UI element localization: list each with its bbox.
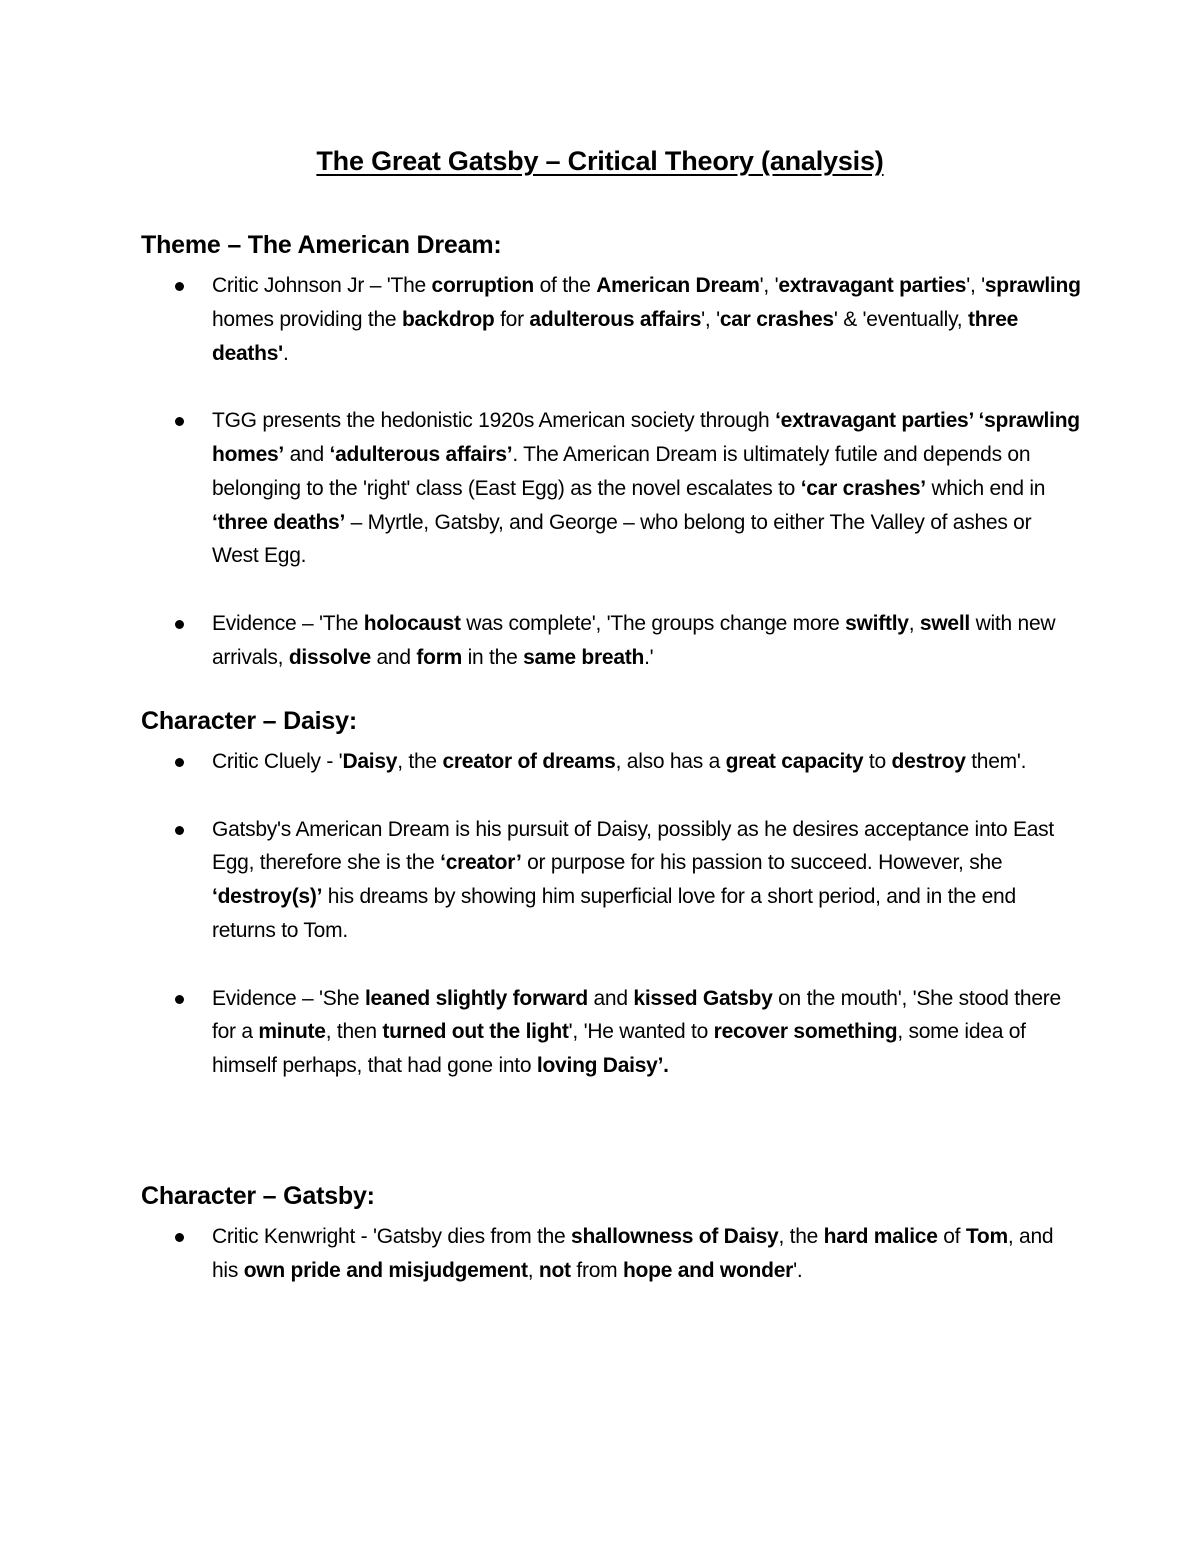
text-run: in the: [462, 645, 524, 669]
text-run: . The American Dream is ultimately futile and depends on belonging to the 'right' class (East Egg) as the novel escalates to: [212, 442, 1031, 500]
bullet-item: [141, 1220, 1081, 1288]
bold-text-run: destroy: [891, 750, 966, 773]
section-character-daisy: [141, 704, 1081, 1083]
bullet-list: [141, 745, 1081, 1083]
bold-text-run: holocaust: [363, 611, 461, 635]
bullet-item: [141, 269, 1081, 370]
bullet-list: [141, 269, 1081, 675]
bullet-dot-icon: [175, 417, 184, 426]
bold-text-run: great capacity: [725, 750, 864, 773]
bold-text-run: loving Daisy’.: [536, 1054, 669, 1078]
text-run: TGG presents the hedonistic 1920s American society through: [212, 409, 776, 433]
text-run: and: [284, 442, 330, 466]
bold-text-run: sprawling: [984, 274, 1081, 297]
text-run: his dreams by showing him superficial love for a short period, and in the end returns to Tom.: [212, 885, 1016, 942]
bullet-list: [141, 1220, 1081, 1288]
bold-text-run: turned out the light: [382, 1020, 569, 1044]
bold-text-run: three deaths': [212, 307, 1019, 365]
bullet-item: [141, 813, 1081, 948]
bold-text-run: car crashes: [719, 307, 834, 331]
bold-text-run: Daisy: [342, 750, 398, 773]
bullet-item: [141, 745, 1081, 779]
bold-text-run: same breath: [523, 645, 645, 669]
text-run: or purpose for his passion to succeed. However, she: [521, 851, 1003, 875]
bold-text-run: leaned slightly forward: [364, 986, 588, 1010]
bold-text-run: hope and wonder: [622, 1258, 794, 1282]
bold-text-run: ‘extravagant parties’ ‘sprawling homes’: [212, 409, 1080, 466]
bold-text-run: Tom: [965, 1225, 1008, 1248]
text-run: which end in: [925, 476, 1046, 500]
section-theme-american-dream: [141, 228, 1081, 675]
bullet-item: [141, 404, 1081, 573]
bold-text-run: ‘destroy(s)’: [212, 885, 323, 909]
text-run: from: [570, 1258, 623, 1282]
text-run: ,: [908, 611, 920, 635]
text-run: , the: [778, 1225, 824, 1248]
bullet-item: [141, 982, 1081, 1083]
text-run: Critic Kenwright - 'Gatsby dies from the: [212, 1225, 572, 1248]
text-run: of the: [534, 274, 597, 297]
bold-text-run: own pride and misjudgement: [243, 1258, 528, 1282]
text-run: ', ': [701, 307, 720, 331]
bold-text-run: American Dream: [596, 274, 760, 297]
text-run: '.: [793, 1258, 803, 1282]
text-run: Gatsby's American Dream is his pursuit of Daisy, possibly as he desires acceptance into East Egg, therefore she is the: [212, 817, 1054, 875]
text-run: .': [644, 645, 654, 669]
bold-text-run: backdrop: [401, 307, 495, 331]
text-run: ', ': [966, 274, 985, 297]
bold-text-run: hard malice: [823, 1225, 938, 1248]
text-run: homes providing the: [212, 307, 402, 331]
bullet-item: [141, 607, 1081, 675]
bold-text-run: recover something: [713, 1020, 898, 1044]
bold-text-run: swell: [919, 611, 971, 635]
text-run: ', 'He wanted to: [568, 1020, 714, 1044]
bullet-dot-icon: [175, 1233, 184, 1242]
text-run: and: [370, 645, 417, 669]
text-run: , then: [325, 1020, 383, 1044]
bold-text-run: form: [416, 645, 463, 669]
bullet-dot-icon: [175, 282, 184, 291]
text-run: on the mouth', 'She stood there for a: [212, 986, 1061, 1044]
text-run: – Myrtle, Gatsby, and George – who belong to either The Valley of ashes or West Egg.: [212, 510, 1032, 568]
text-run: , and his: [212, 1225, 1054, 1282]
section-heading: Theme – The American Dream:: [141, 231, 502, 259]
bold-text-run: ‘creator’: [440, 851, 522, 875]
bold-text-run: adulterous affairs: [529, 307, 702, 331]
section-heading: Character – Daisy:: [141, 707, 357, 735]
bold-text-run: ‘three deaths’: [212, 510, 346, 534]
text-run: Critic Johnson Jr – 'The: [212, 274, 432, 297]
text-run: Evidence – 'She: [212, 986, 365, 1010]
text-run: ' & 'eventually,: [833, 307, 968, 331]
bold-text-run: ‘adulterous affairs’: [329, 442, 513, 466]
text-run: and: [587, 986, 634, 1010]
bold-text-run: shallowness of Daisy: [571, 1225, 779, 1248]
bullet-dot-icon: [175, 758, 184, 767]
bullet-dot-icon: [175, 826, 184, 835]
bold-text-run: not: [538, 1258, 571, 1282]
text-run: , the: [397, 750, 443, 773]
text-run: with new arrivals,: [212, 611, 1056, 669]
text-run: .: [282, 341, 289, 365]
text-run: , also has a: [615, 750, 726, 773]
text-run: Critic Cluely - ': [212, 750, 343, 773]
text-run: , some idea of himself perhaps, that had gone into: [212, 1020, 1026, 1078]
text-run: them'.: [965, 750, 1027, 773]
bold-text-run: dissolve: [288, 645, 371, 669]
bold-text-run: ‘car crashes’: [800, 476, 926, 500]
text-run: ,: [527, 1258, 539, 1282]
bold-text-run: kissed Gatsby: [633, 986, 773, 1010]
section-character-gatsby: [141, 1179, 1081, 1288]
text-run: Evidence – 'The: [212, 611, 364, 635]
text-run: for: [494, 307, 530, 331]
bold-text-run: minute: [258, 1020, 326, 1044]
bold-text-run: extravagant parties: [778, 274, 967, 297]
text-run: of: [937, 1225, 966, 1248]
bold-text-run: creator of dreams: [442, 750, 616, 773]
text-run: ', ': [759, 274, 779, 297]
bullet-dot-icon: [175, 620, 184, 629]
document-title: The Great Gatsby – Critical Theory (analysis): [316, 146, 884, 176]
bullet-dot-icon: [175, 995, 184, 1004]
bold-text-run: corruption: [431, 274, 535, 297]
text-run: was complete', 'The groups change more: [460, 611, 846, 635]
text-run: to: [863, 750, 892, 773]
bold-text-run: swiftly: [845, 611, 909, 635]
section-heading: Character – Gatsby:: [141, 1182, 375, 1210]
